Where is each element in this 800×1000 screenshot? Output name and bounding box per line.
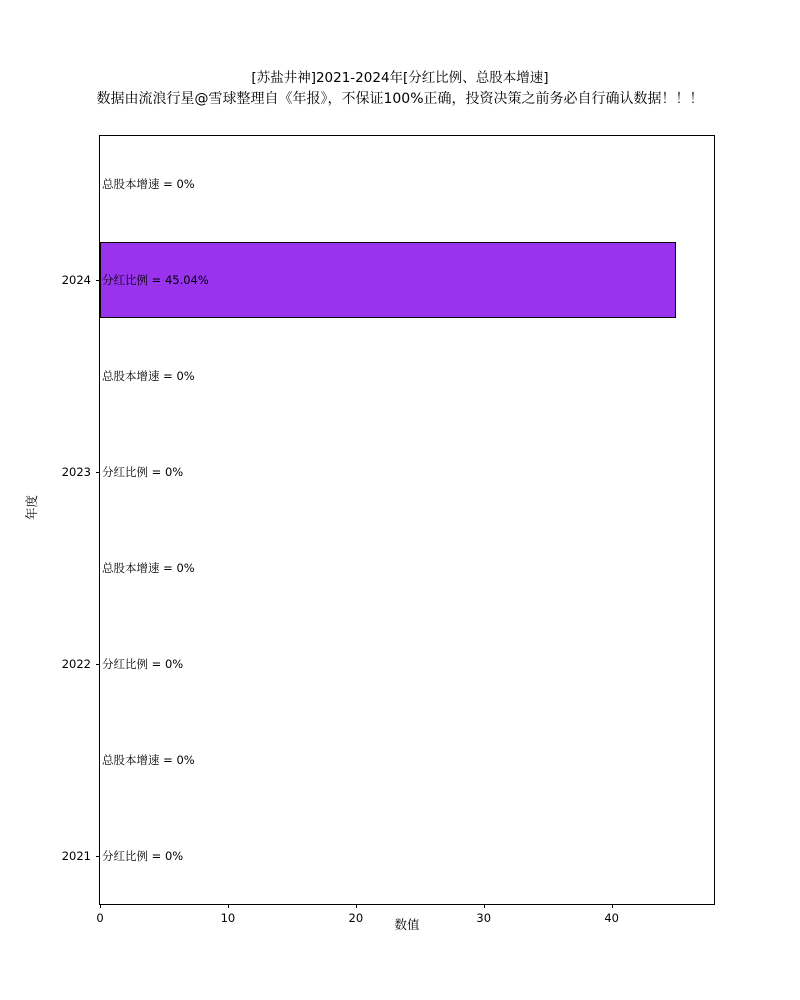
bar-value-label: 总股本增速 = 0% (102, 369, 195, 383)
y-axis-label: 年度 (24, 494, 39, 520)
chart-subtitle: 数据由流浪行星@雪球整理自《年报》，不保证100%正确，投资决策之前务必自行确认数据！！！ (96, 91, 704, 107)
bar-value-label: 总股本增速 = 0% (102, 177, 195, 191)
bar-value-label: 分红比例 = 45.04% (102, 273, 209, 287)
x-axis-tick-mark (612, 904, 613, 908)
x-axis-tick-mark (228, 904, 229, 908)
chart-title: [苏盐井神]2021-2024年[分红比例、总股本增速] (251, 70, 549, 86)
bar-value-label: 分红比例 = 0% (102, 657, 184, 671)
y-axis-tick-label: 2022 (61, 657, 91, 671)
x-axis-tick-label: 0 (96, 911, 104, 925)
x-axis-tick-mark (100, 904, 101, 908)
bar-value-label: 总股本增速 = 0% (102, 561, 195, 575)
bar-value-label: 总股本增速 = 0% (102, 753, 195, 767)
x-axis-tick-label: 20 (348, 911, 364, 925)
y-axis-tick-label: 2023 (61, 465, 91, 479)
y-axis-tick-mark (96, 280, 100, 281)
x-axis-tick-label: 30 (476, 911, 492, 925)
y-axis-tick-mark (96, 856, 100, 857)
x-axis-tick-label: 40 (604, 911, 619, 925)
y-axis-tick-mark (96, 472, 100, 473)
chart-title-block (0, 68, 800, 110)
bar-value-label: 分红比例 = 0% (102, 849, 184, 863)
y-axis-tick-label: 2021 (61, 849, 91, 863)
x-axis-tick-mark (356, 904, 357, 908)
x-axis-label: 数值 (394, 917, 420, 932)
y-axis-tick-mark (96, 664, 100, 665)
x-axis-tick-mark (484, 904, 485, 908)
y-axis-tick-label: 2024 (61, 273, 91, 287)
bar-value-label: 分红比例 = 0% (102, 465, 184, 479)
x-axis-tick-label: 10 (220, 911, 236, 925)
